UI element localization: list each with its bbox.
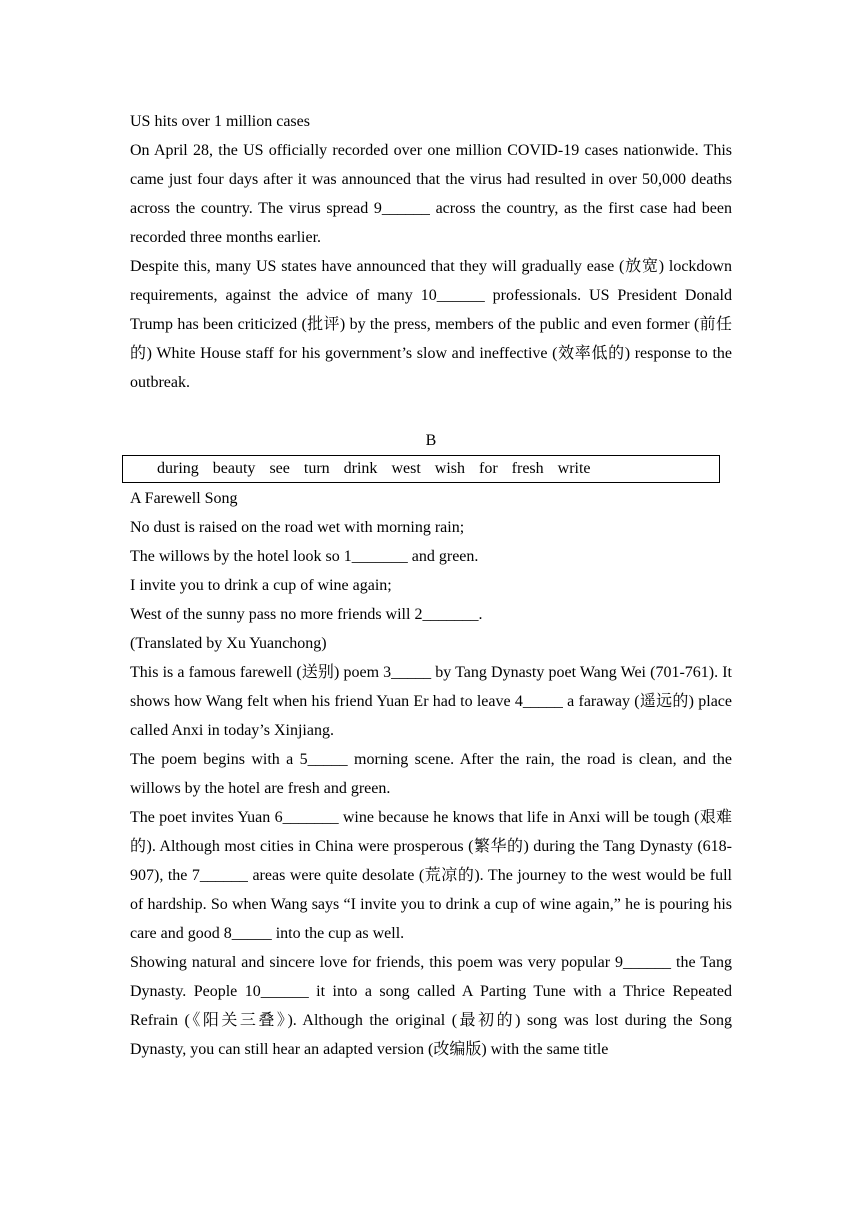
blank-line [130,397,732,426]
poem-line-2: The willows by the hotel look so 1_______ and green. [130,548,479,565]
passage-b-paragraph-2: The poem begins with a 5_____ morning scene. After the rain, the road is clean, and the willows by the hotel are fresh and green. [130,751,732,797]
word-bank-item: turn [303,460,330,477]
poem-line-3: I invite you to drink a cup of wine again; [130,577,392,594]
section-b-label: B [425,432,437,449]
poem-line-4: West of the sunny pass no more friends will 2_______. [130,606,483,623]
word-bank-item: fresh [511,460,544,477]
passage-b-paragraph-1: This is a famous farewell (送别) poem 3_____ by Tang Dynasty poet Wang Wei (701-761). It shows how Wang felt when his friend Yuan Er had to leave 4_____ a faraway (遥远的) place called Anxi in today’s Xinjiang. [130,664,732,739]
word-bank-item: during [157,460,199,477]
passage-b-paragraph-3: The poet invites Yuan 6_______ wine because he knows that life in Anxi will be tough (艰难的). Although most cities in China were prosperous (繁华的) during the Tang Dynasty (618-907), the 7______ areas were quite desolate (荒凉的). The journey to the west would be full of hardship. So when Wang says “I invite you to drink a cup of wine again,” he is pouring his care and good 8_____ into the cup as well. [130,809,732,942]
document-page [130,107,732,1064]
passage-a-title: US hits over 1 million cases [130,113,310,130]
word-bank-item: wish [434,460,465,477]
word-bank-item: beauty [212,460,256,477]
word-bank-item: west [391,460,421,477]
poem-translator-credit: (Translated by Xu Yuanchong) [130,635,327,652]
word-bank-item: for [479,460,498,477]
word-bank-item: drink [343,460,378,477]
poem-line-1: No dust is raised on the road wet with morning rain; [130,519,465,536]
passage-a-paragraph-2: Despite this, many US states have announced that they will gradually ease (放宽) lockdown requirements, against the advice of many 10______ professionals. US President Donald Trump has been criticized (批评) by the press, members of the public and even former (前任的) White House staff for his government’s slow and ineffective (效率低的) response to the outbreak. [130,258,732,391]
word-bank-box [122,455,720,483]
word-bank-item: write [557,460,591,477]
passage-b-paragraph-4: Showing natural and sincere love for friends, this poem was very popular 9______ the Tang Dynasty. People 10______ it into a song called A Parting Tune with a Thrice Repeated Refrain (《阳关三叠》). Although the original (最初的) song was lost during the Song Dynasty, you can still hear an adapted version (改编版) with the same title [130,954,732,1058]
passage-a-paragraph-1: On April 28, the US officially recorded over one million COVID-19 cases nationwide. This came just four days after it was announced that the virus had resulted in over 50,000 deaths across the country. The virus spread 9______ across the country, as the first case had been recorded three months earlier. [130,142,732,246]
word-bank-item: see [269,460,290,477]
passage-b-title: A Farewell Song [130,490,238,507]
